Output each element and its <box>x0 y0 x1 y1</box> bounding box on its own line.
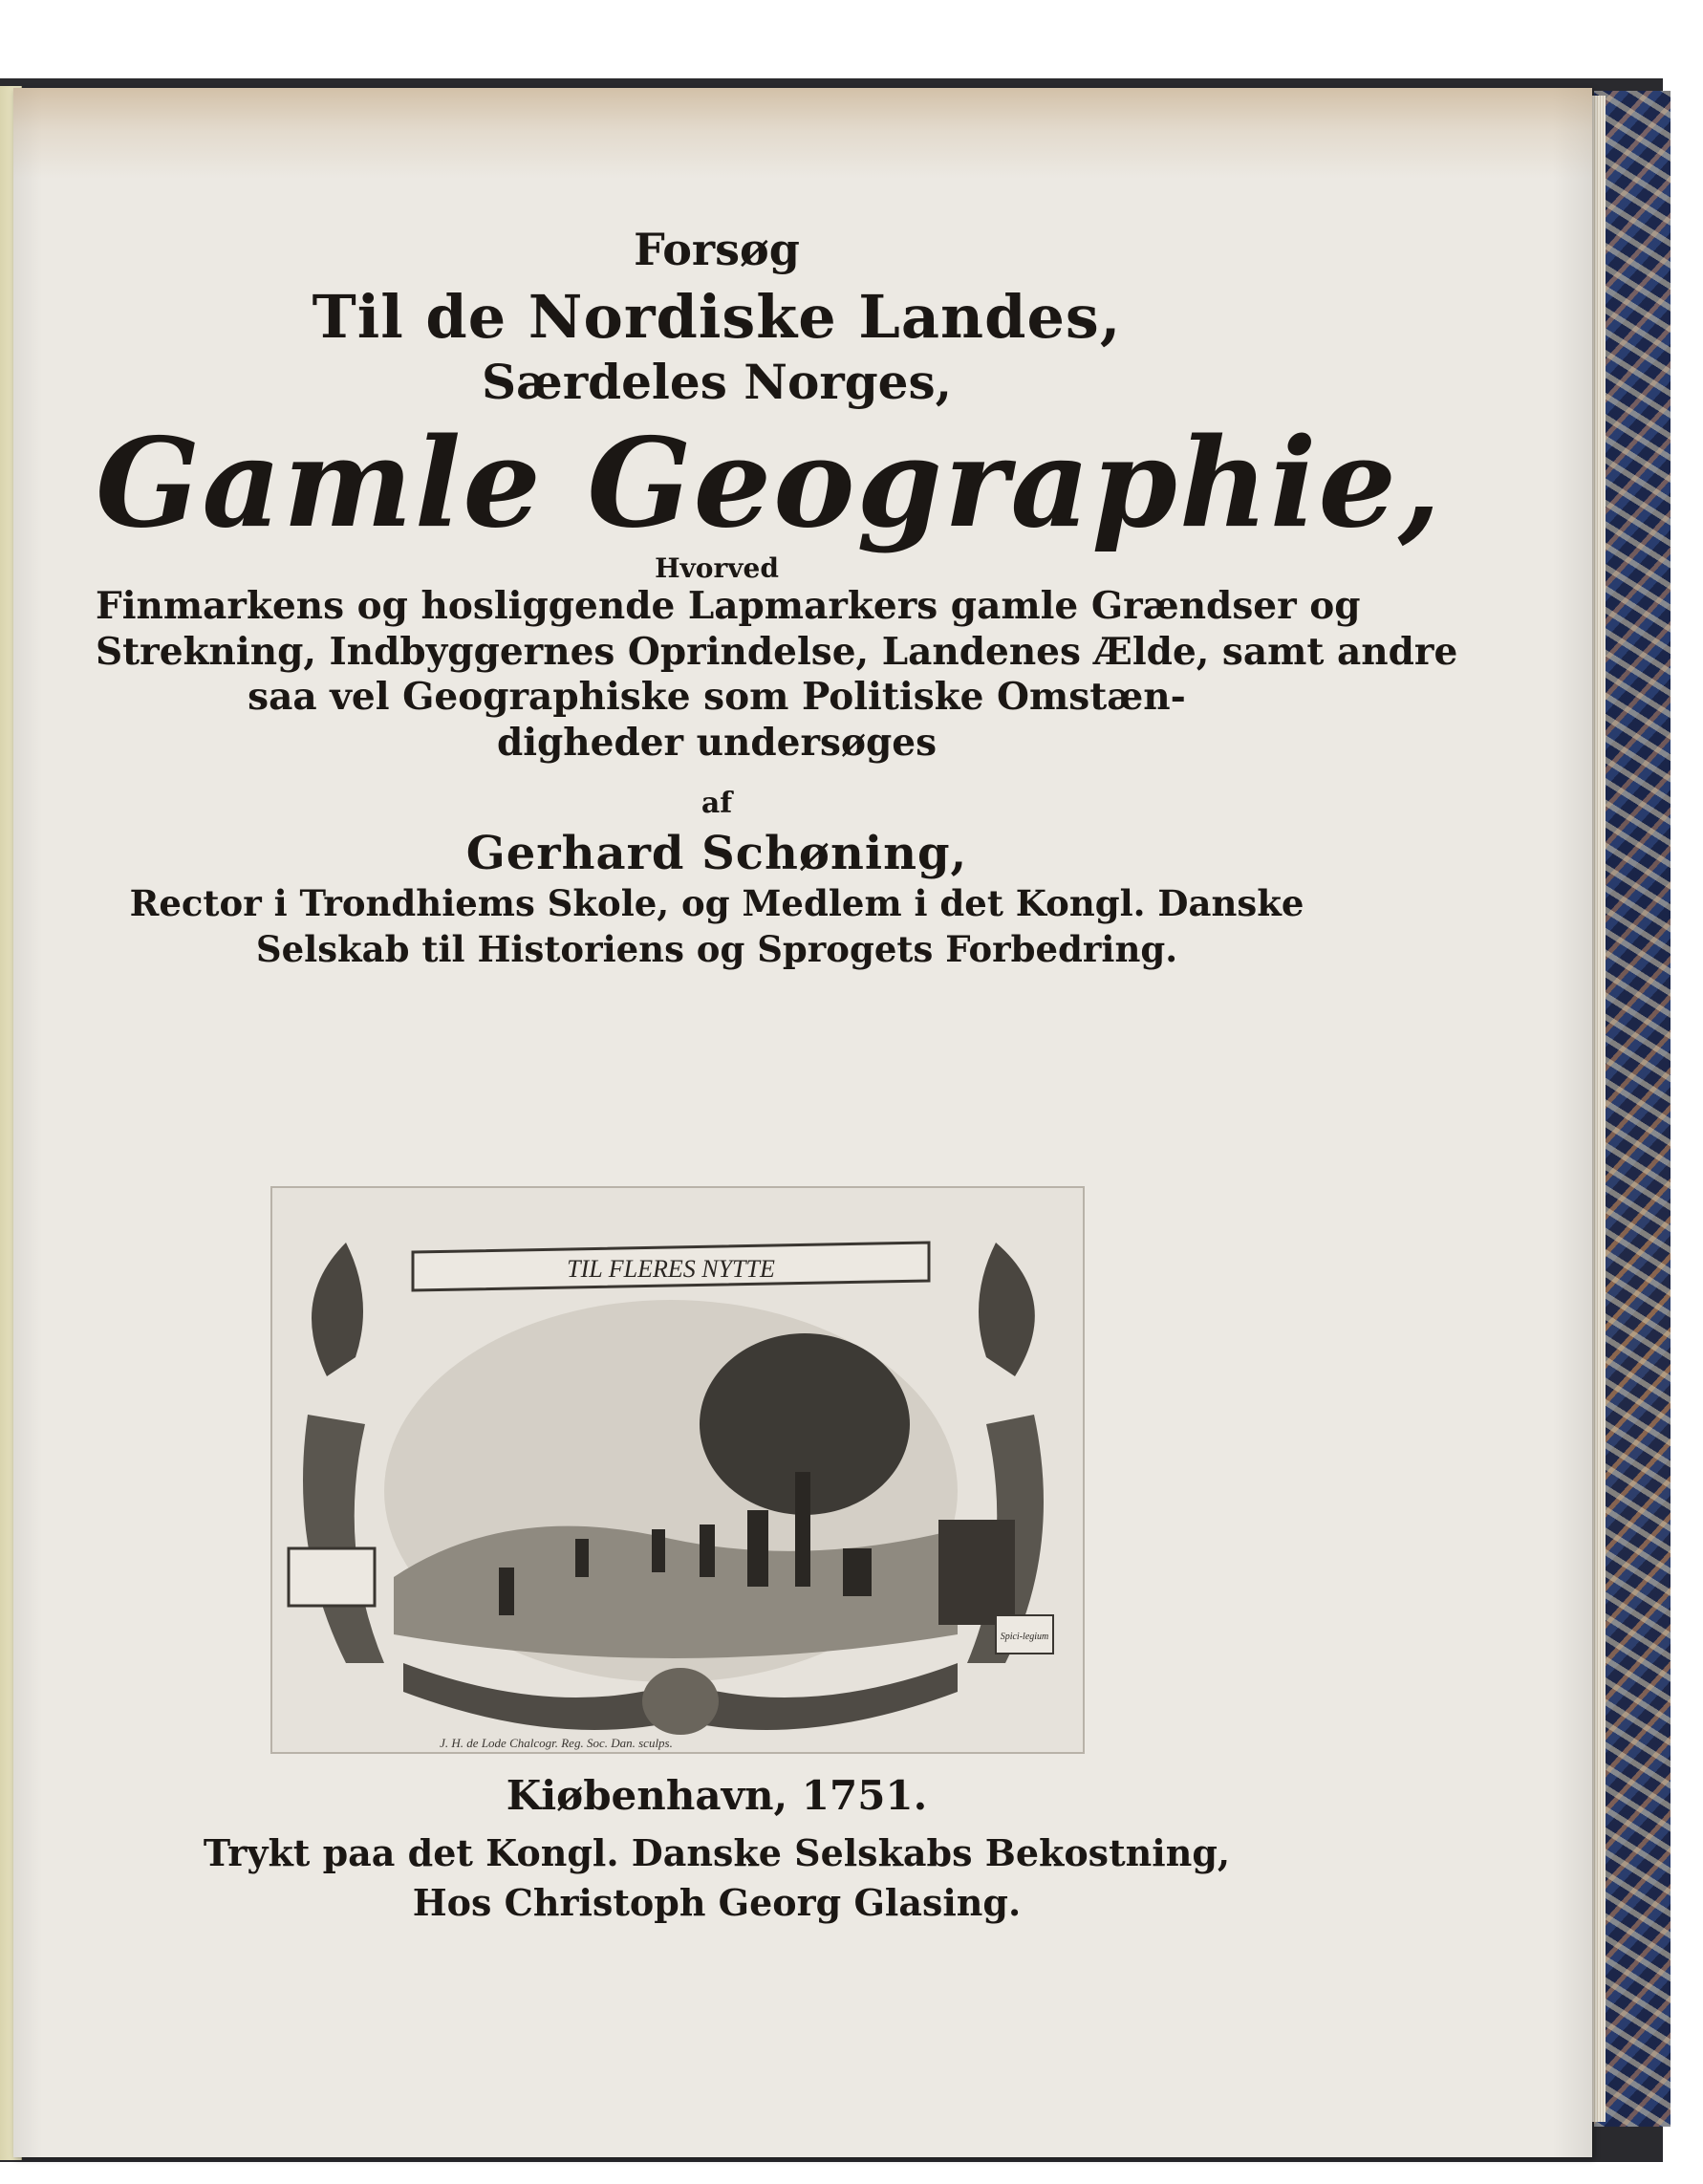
description-line: Finmarkens og hosliggende Lapmarkers gamle Grændser og <box>96 584 1361 629</box>
book-stack <box>938 1520 1015 1625</box>
engraver-credit: J. H. de Lode Chalcogr. Reg. Soc. Dan. sculps. <box>440 1736 673 1750</box>
imprint <box>96 1773 1338 1927</box>
description-line: Strekning, Indbyggernes Oprindelse, Landenes Ælde, samt andre <box>96 629 1458 674</box>
description-line: digheder undersøges <box>496 721 938 765</box>
printer-line: Hos Christoph Georg Glasing. <box>412 1880 1022 1924</box>
tree-trunk <box>795 1472 810 1587</box>
open-book <box>289 1548 375 1606</box>
author-name: Gerhard Schøning, <box>465 827 968 881</box>
title-line-3: Særdeles Norges, <box>481 354 953 411</box>
printer-line: Trykt paa det Kongl. Danske Selskabs Bekostning, <box>203 1831 1231 1875</box>
main-title: Gamle Geographie, <box>96 411 1443 555</box>
description-line: saa vel Geographiske som Politiske Omstæn- <box>248 675 1186 720</box>
engraved-vignette <box>269 1185 1091 1759</box>
title-block <box>96 224 1458 972</box>
shell-ornament <box>642 1668 719 1735</box>
by-label: af <box>701 786 733 820</box>
author-role: Rector i Trondhiems Skole, og Medlem i det Kongl. Danske <box>129 882 1304 925</box>
title-line-1: Forsøg <box>634 224 800 275</box>
plinth-text: Spici-legium <box>1000 1632 1049 1642</box>
marbled-cover-edge <box>1594 91 1671 2127</box>
hvorved-label: Hvorved <box>655 552 779 585</box>
title-line-2: Til de Nordiske Landes, <box>312 281 1122 352</box>
author-role: Selskab til Historiens og Sprogets Forbedring. <box>255 928 1178 971</box>
scene-ground <box>394 1526 958 1658</box>
place-year: Kiøbenhavn, 1751. <box>506 1772 928 1819</box>
motto-text: TIL FLERES NYTTE <box>567 1255 775 1283</box>
